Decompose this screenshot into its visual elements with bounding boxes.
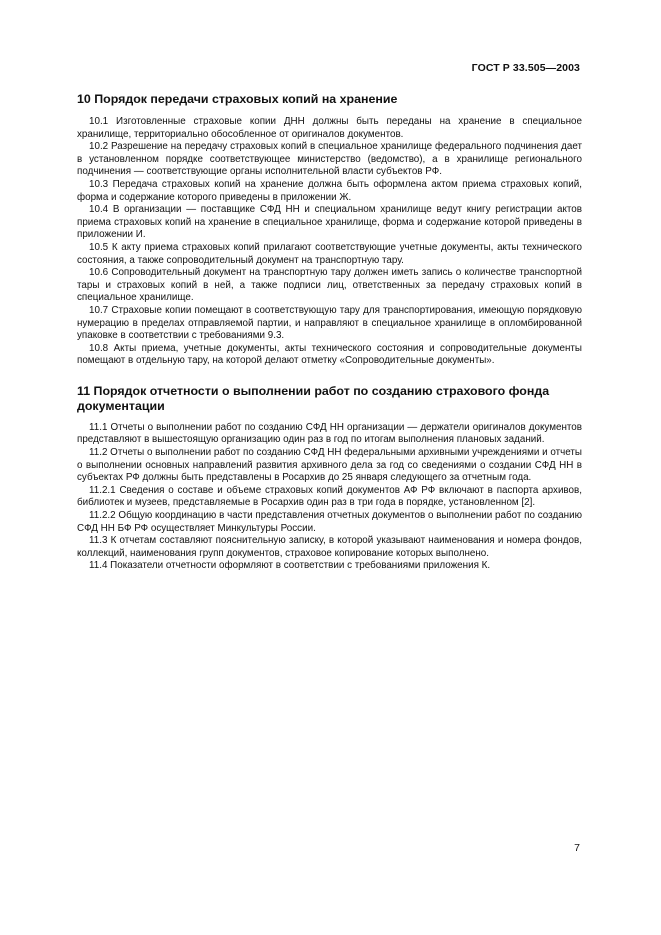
paragraph-10-8: 10.8 Акты приема, учетные документы, акты технического состояния и сопроводительные документы помещают в отдельную тару, на которой делают отметку «Сопроводительные документы». [77, 342, 582, 367]
document-body [77, 92, 582, 573]
paragraph-11-3: 11.3 К отчетам составляют пояснительную записку, в которой указывают наименования и номера фондов, коллекций, наименования групп документов, страховое копирование которых выполнено. [77, 535, 582, 559]
section-11-title: 11 Порядок отчетности о выполнении работ по созданию страхового фонда документации [77, 383, 550, 413]
paragraph-11-4: 11.4 Показатели отчетности оформляют в соответствии с требованиями приложения К. [89, 560, 491, 572]
paragraph-10-6: 10.6 Сопроводительный документ на транспортную тару должен иметь запись о количестве транспортной тары и страховых копий в ней, а также подписи лиц, ответственных за передачу страховых копий в специальное хранилище. [77, 267, 582, 304]
paragraph-11-2: 11.2 Отчеты о выполнении работ по созданию СФД НН федеральными архивными учреждениями и отчеты о выполнении основных направлений развития архивного дела за год со сведениями о создании СФД НН в субъектах РФ должны быть представлены в Росархив до 25 января следующего за отчетным года. [77, 447, 582, 484]
document-code: ГОСТ Р 33.505—2003 [471, 62, 580, 74]
paragraph-11-2-2: 11.2.2 Общую координацию в части представления отчетных документов о выполнении работ по созданию СФД НН БФ РФ осуществляет Минкультуры России. [77, 510, 582, 534]
section-10-title: 10 Порядок передачи страховых копий на хранение [77, 92, 398, 106]
page-number: 7 [574, 842, 580, 854]
paragraph-10-5: 10.5 К акту приема страховых копий прилагают соответствующие учетные документы, акты технического состояния, а также сопроводительный документ на транспортную тару. [77, 241, 582, 266]
paragraph-11-1: 11.1 Отчеты о выполнении работ по созданию СФД НН организации — держатели оригиналов документов представляют в вышестоящую организацию один раз в год по итогам выполнения плановых заданий. [77, 421, 582, 446]
paragraph-10-2: 10.2 Разрешение на передачу страховых копий в специальное хранилище федерального подчинения дает в установленном порядке соответствующее министерство (ведомство), а в хранилище регионального подчинения — соответствующие органы исполнительной власти субъектов РФ. [77, 141, 582, 178]
paragraph-10-7: 10.7 Страховые копии помещают в соответствующую тару для транспортирования, имеющую порядковую нумерацию в пределах отправляемой партии, и направляют в специальное хранилище в опломбированной упаковке в соответствии с требованиями 9.3. [77, 304, 582, 342]
paragraph-10-3: 10.3 Передача страховых копий на хранение должна быть оформлена актом приема страховых копий, форма и содержание которого приведены в приложении Ж. [77, 178, 582, 203]
paragraph-11-2-1: 11.2.1 Сведения о составе и объеме страховых копий документов АФ РФ включают в паспорта архивов, библиотек и музеев, представляемые в Росархив один раз в три года в порядке, установленном [2]. [77, 484, 582, 509]
paragraph-10-4: 10.4 В организации — поставщике СФД НН и специальном хранилище ведут книгу регистрации актов приема страховых копий на хранение в специальное хранилище, форма и содержание которой приведены в приложении И. [77, 204, 582, 241]
paragraph-10-1: 10.1 Изготовленные страховые копии ДНН должны быть переданы на хранение в специальное хранилище, территориально обособленное от оригиналов документов. [77, 116, 582, 140]
